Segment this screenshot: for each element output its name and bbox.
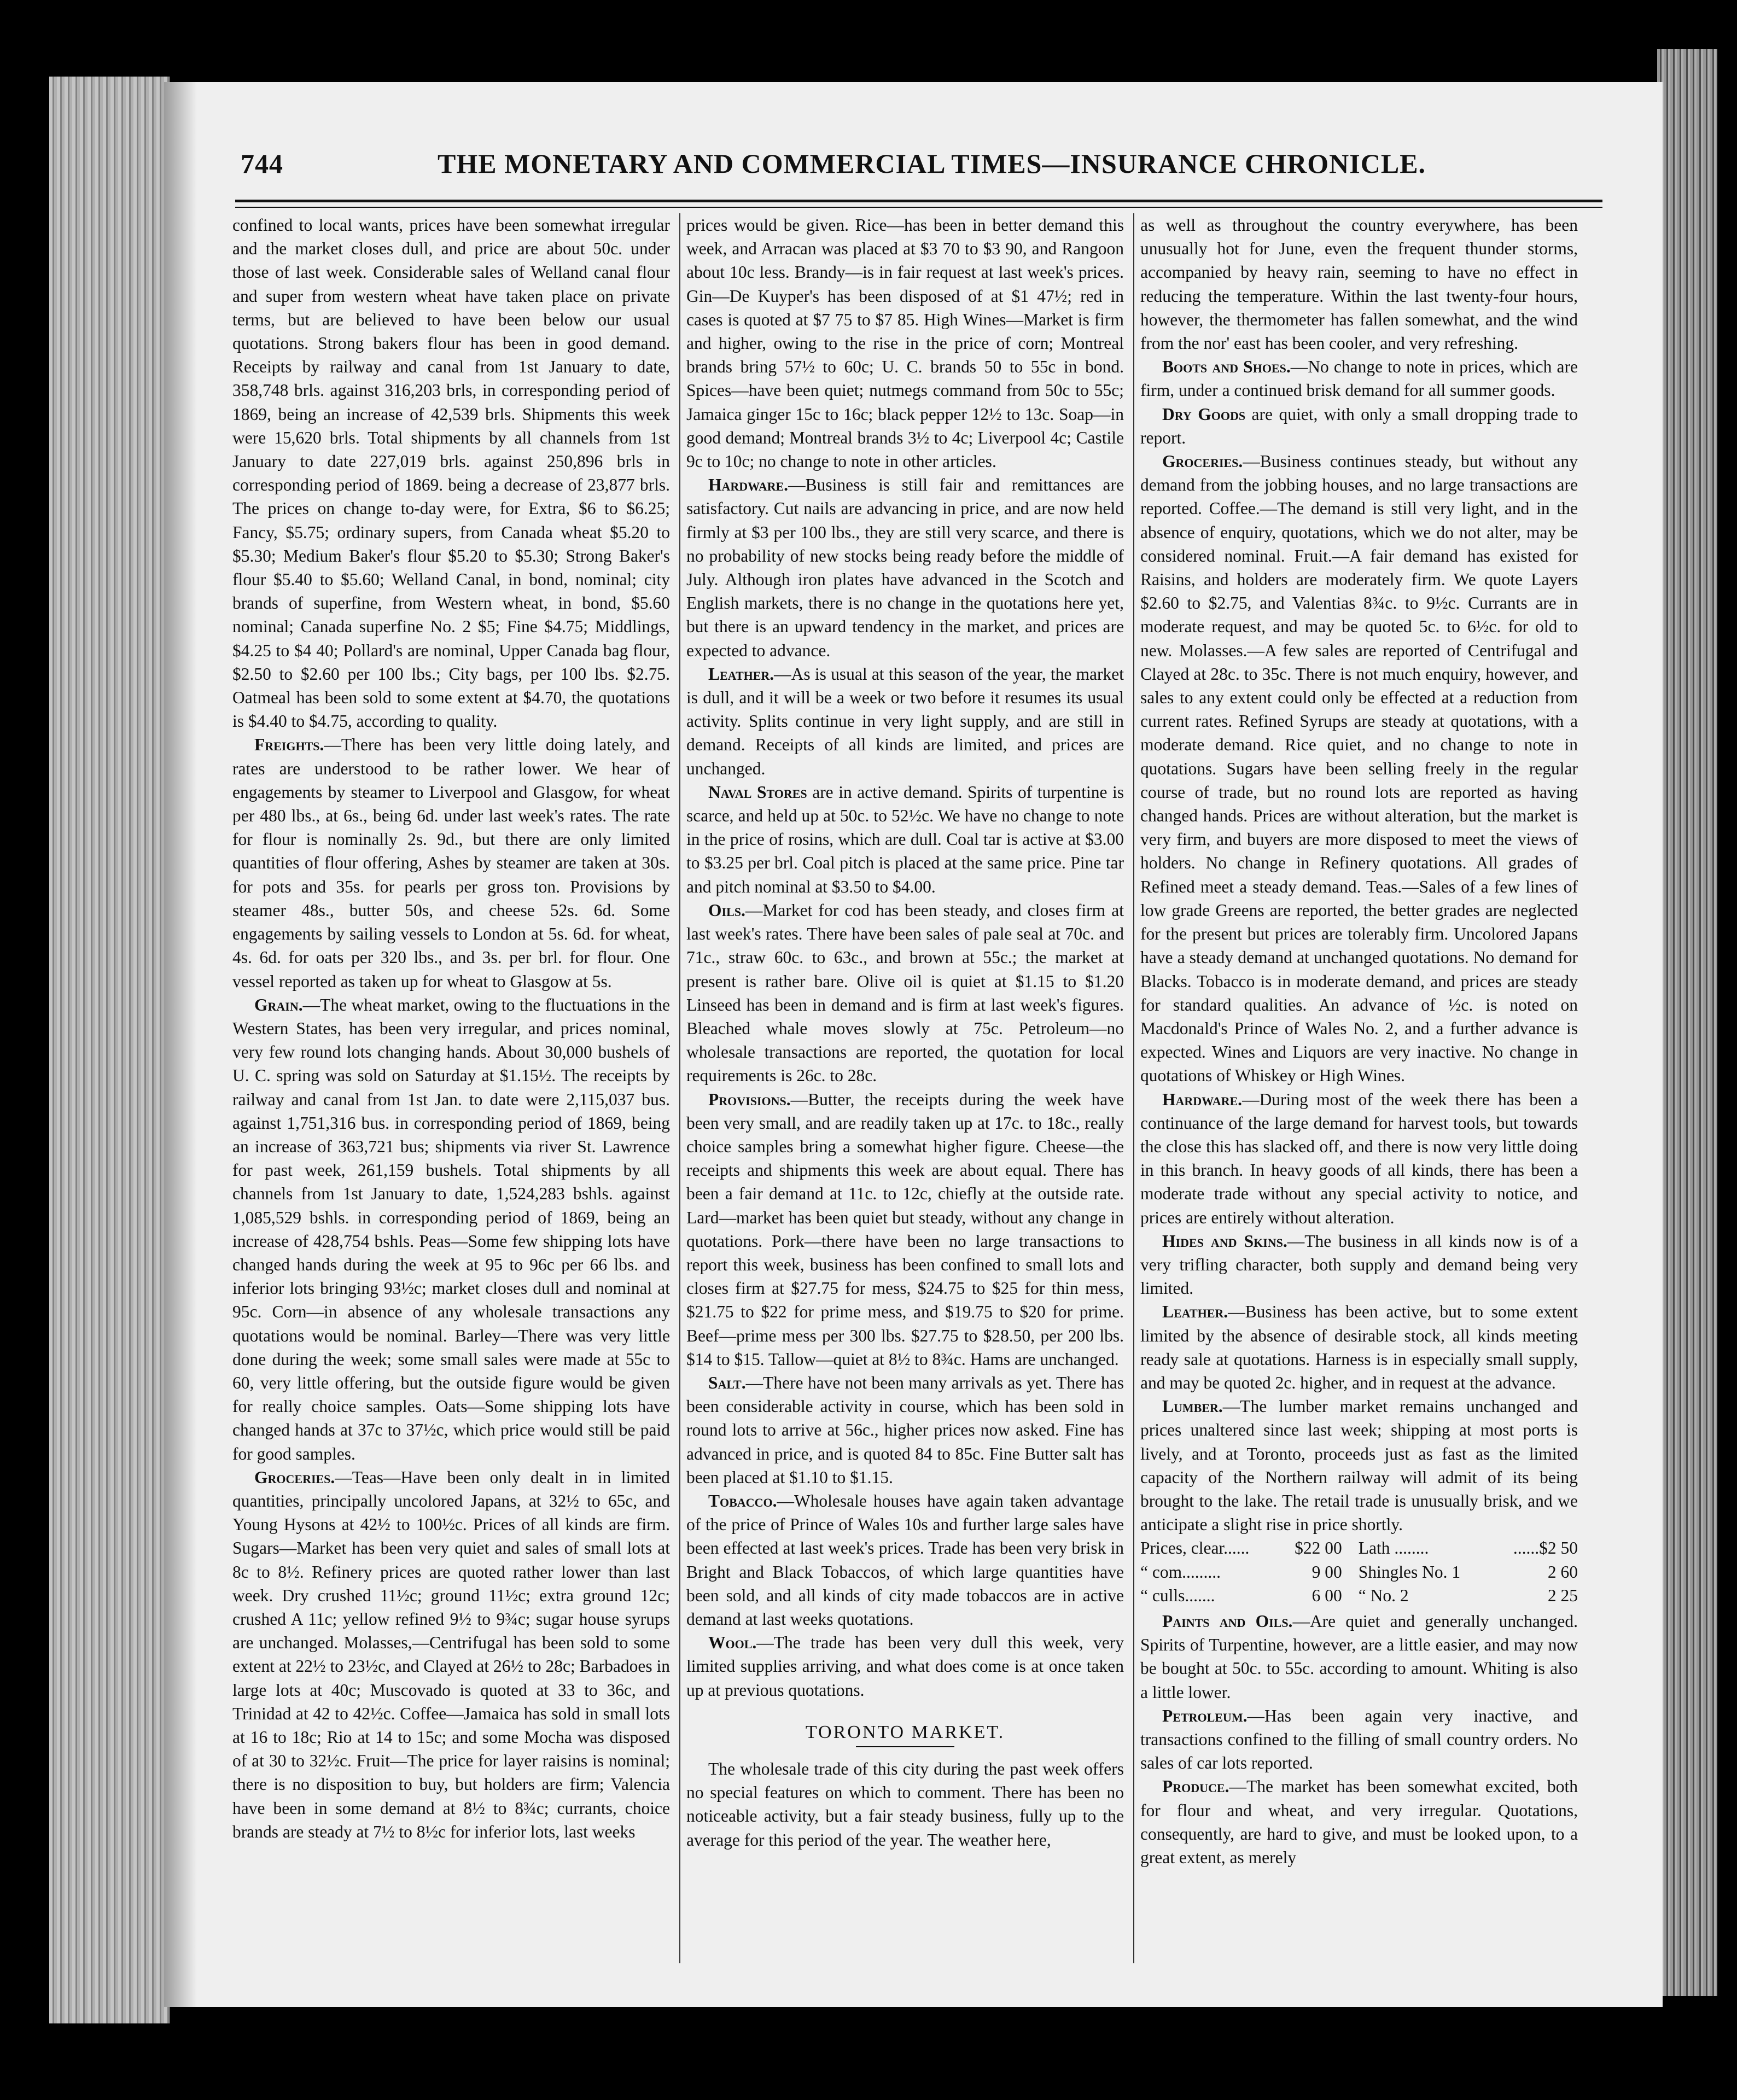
paragraph-heading: Groceries. [1162,452,1243,471]
paragraph [686,1088,1124,1371]
paragraph-heading: Dry Goods [1162,404,1246,424]
paragraph [686,473,1124,662]
paragraph-text: —Market for cod has been steady, and closes firm at last week's rates. There have been sales of pale seal at 70c. and 71c., straw 60c. to 63c., and brown at 55c.; the market at present is rather bare. Olive oil is quiet at $1.15 to $1.20 Linseed has been in demand and is firm at last week's figures. Bleached whale moves slowly at 75c. Petroleum—no wholesale transactions are reported, the quotation for local requirements is 26c. to 28c. [686,900,1124,1086]
paragraph [1140,213,1578,355]
paragraph-heading: Hardware. [1162,1089,1243,1109]
paragraph-heading: Tobacco. [708,1491,777,1510]
paragraph-text: prices would be given. Rice—has been in better demand this week, and Arracan was placed at $3 70 to $3 90, and Rangoon about 10c less. Brandy—is in fair request at last week's prices. Gin—De Kuyper's has been disposed of at $1 47½; red in cases is quoted at $7 75 to $7 85. High Wines—Market is firm and higher, owing to the rise in the price of corn; Montreal brands bring 57½ to 60c; U. C. brands 50 to 55c in bond. Spices—have been quiet; nutmegs command from 50c to 55c; Jamaica ginger 15c to 16c; black pepper 12½ to 13c. Soap—in good demand; Montreal brands 3½ to 4c; Liverpool 4c; Castile 9c to 10c; no change to note in other articles. [686,215,1124,471]
page-header [241,148,1586,191]
paragraph-text: —The trade has been very dull this week, very limited supplies arriving, and what does come is at once taken up at previous quotations. [686,1633,1124,1700]
paragraph-text: —The wheat market, owing to the fluctuations in the Western States, has been very irregular, and prices nominal, very few round lots changing hands. About 30,000 bushels of U. C. spring was sold on Saturday at $1.15½. The receipts by railway and canal from 1st Jan. to date were 2,115,037 bus. against 1,751,316 bus. in corresponding period of 1869, being an increase of 363,721 bus; shipments via river St. Lawrence for past week, 261,159 bushels. Total shipments by all channels from 1st January to date, 1,524,283 bshls. against 1,085,529 bshls. in corresponding period of 1869, being an increase of 428,754 bshls. Peas—Some few shipping lots have changed hands during the week at 95 to 96c per 66 lbs. and inferior lots bringing 93½c; market closes dull and nominal at 95c. Corn—in absence of any wholesale transactions any quotations would be nominal. Barley—There was very little done during the week; some small sales were made at 55c to 60, very little offering, but the outside figure would be given for really choice samples. Oats—Some shipping lots have changed hands at 37c to 37½c, which price would still be paid for good samples. [232,995,670,1463]
lumber-price-table [1140,1536,1578,1607]
paragraph-heading: Produce. [1162,1777,1229,1796]
section-heading: TORONTO MARKET. [805,1722,1005,1742]
paragraph [1140,355,1578,402]
paragraph-text: —As is usual at this season of the year, the market is dull, and it will be a week or two before it resumes its usual activity. Splits continue in very light supply, and are still in demand. Receipts of all kinds are limited, and prices are unchanged. [686,664,1124,778]
paragraph-text: —The market has been somewhat excited, both for flour and wheat, and very irregular. Quotations, consequently, are hard to give, and must be looked upon, to a great extent, as merely [1140,1777,1578,1868]
paragraph-heading: Hides and Skins. [1162,1231,1287,1251]
paragraph [232,1466,670,1844]
paragraph-text: —The business in all kinds now is of a very trifling character, both supply and demand being very limited. [1140,1231,1578,1298]
paragraph-heading: Grain. [254,995,303,1014]
paragraph-text: —There has been very little doing lately, and rates are understood to be rather lower. We hear of engagements by steamer to Liverpool and Glasgow, for wheat per 480 lbs., at 6s., being 6d. under last week's rates. The rate for flour is nominally 2s. 9d., but there are only limited quantities of flour offering, Ashes by steamer are taken at 30s. for pots and 35s. for pearls per gross ton. Provisions by steamer 48s., butter 50s, and cheese 52s. 6d. Some engagements by sailing vessels to London at 5s. 6d. for wheat, 4s. 6d. for oats per 320 lbs., and 3s. per brl. for flour. One vessel reported as taken up for wheat to Glasgow at 5s. [232,735,670,991]
paragraph-text: —Teas—Have been only dealt in in limited quantities, principally uncolored Japans, at 32½ to 65c, and Young Hysons at 42½ to 100½c. Prices of all kinds are firm. Sugars—Market has been very quiet and sales of small lots at 8c to 8½. Refinery prices are quoted rather lower than last week. Dry crushed 11½c; ground 11½c; extra ground 12c; crushed A 11c; yellow refined 9½ to 9¾c; sugar house syrups are unchanged. Molasses,—Centrifugal has been sold to some extent at 22½ to 23½c, and Clayed at 26½ to 28c; Barbadoes in large lots at 40c; Muscovado is quoted at 33 to 36c, and Trinidad at 42 to 42½c. Coffee—Jamaica has sold in small lots at 16 to 18c; Rio at 14 to 15c; and some Mocha was disposed of at 30 to 32½c. Fruit—The price for layer raisins is nominal; there is no disposition to buy, but holders are firm; Valencia have been in some demand at 8½ to 8¾c; currants, choice brands are steady at 7½ to 8½c for inferior lots, last weeks [232,1467,670,1841]
paragraph [1140,1704,1578,1775]
column-3 [1140,213,1578,1869]
paragraph [1140,402,1578,450]
table-cell: Shingles No. 1 [1358,1562,1461,1582]
table-cell: ......$2 50 [1513,1538,1578,1558]
table-row [1140,1560,1578,1584]
header-rule [235,200,1602,202]
paragraph-heading: Leather. [708,664,774,684]
paragraph-text: —Has been again very inactive, and transactions confined to the filling of small country orders. No sales of car lots reported. [1140,1706,1578,1773]
paragraph-heading: Lumber. [1162,1397,1223,1416]
page-title: THE MONETARY AND COMMERCIAL TIMES—INSURANCE CHRONICLE. [438,148,1426,179]
table-cell: “ com......... [1140,1562,1221,1582]
table-cell: 2 60 [1547,1562,1578,1582]
paragraph-text: —There have not been many arrivals as yet. There has been considerable activity in course, which has been sold in round lots to arrive at 56c., higher prices now asked. Fine has advanced in price, and is quoted 84 to 85c. Fine Butter salt has been placed at $1.10 to $1.15. [686,1373,1124,1487]
paragraph-heading: Freights. [254,735,324,755]
table-cell: “ culls....... [1140,1585,1215,1605]
paragraph [1140,1775,1578,1869]
paragraph [1140,1300,1578,1395]
column-divider [1133,213,1134,1963]
paragraph-heading: Oils. [708,900,745,920]
paragraph-heading: Wool. [708,1633,757,1653]
table-cell: 2 25 [1547,1585,1578,1605]
table-cell: $22 00 [1295,1538,1342,1558]
paragraph [1140,450,1578,1087]
paragraph-text: as well as throughout the country everywhere, has been unusually hot for June, even the frequent thunder storms, accompanied by heavy rain, seeming to have no effect in reducing the temperature. Within the last twenty-four hours, however, the thermometer has fallen somewhat, and the wind from the nor' east has been cooler, and very refreshing. [1140,215,1578,353]
column-2 [686,213,1124,1852]
paragraph-text: are quiet, with only a small dropping trade to report. [1140,404,1578,447]
paragraph-heading: Petroleum. [1162,1706,1248,1725]
column-divider [679,213,680,1963]
paragraph [686,213,1124,473]
heading-rule [856,1746,954,1747]
paragraph-text: confined to local wants, prices have been somewhat irregular and the market closes dull, and price are about 50c. under those of last week. Considerable sales of Welland canal flour and super from western wheat have taken place on private terms, but are believed to have been below our usual quotations. Strong bakers flour has been in good demand. Receipts by railway and canal from 1st January to date, 358,748 brls. against 316,203 brls, in corresponding period of 1869, being an increase of 42,539 brls. Shipments this week were 15,620 brls. Total shipments by all channels from 1st January to date 227,019 brls. against 250,896 brls in corresponding period of 1869. being a decrease of 23,877 brls. The prices on change to-day were, for Extra, $6 to $6.25; Fancy, $5.75; ordinary supers, from Canada wheat $5.20 to $5.30; Medium Baker's flour $5.20 to $5.30; Strong Baker's flour $5.40 to $5.60; Welland Canal, in bond, nominal; city brands of superfine, from Western wheat, in bond, $5.60 nominal; Canada superfine No. 2 $5; Fine $4.75; Middlings, $4.25 to $4 40; Pollard's are nominal, Upper Canada bag flour, $2.50 to $2.60 per 100 lbs.; City bags, per 100 lbs. $2.75. Oatmeal has been sold to some extent at $4.70, the quotations is $4.40 to $4.75, according to quality. [232,215,670,731]
paragraph [686,1489,1124,1631]
paragraph [232,733,670,993]
paragraph-text: —During most of the week there has been a continuance of the large demand for harvest tools, but towards the close this has slacked off, and there is now very little doing in this branch. In heavy goods of all kinds, there has been a moderate trade without any special activity to notice, and prices are entirely without alteration. [1140,1089,1578,1227]
paragraph-heading: Provisions. [708,1089,791,1109]
paragraph-text: —The lumber market remains unchanged and prices unaltered since last week; shipping at most ports is lively, and at Toronto, proceeds just as fast as the limited capacity of the Northern railway will admit of its being brought to the lake. The retail trade is unusually brisk, and we anticipate a slight rise in price shortly. [1140,1397,1578,1535]
paragraph-text: —Business has been active, but to some extent limited by the absence of desirable stock, all kinds meeting ready sale at quotations. Harness is in especially small supply, and may be quoted 2c. higher, and in request at the advance. [1140,1302,1578,1392]
page-number: 744 [241,148,283,179]
paragraph [686,899,1124,1088]
paragraph-text: —No change to note in prices, which are firm, under a continued brisk demand for all summer goods. [1140,357,1578,400]
table-cell: Lath ........ [1358,1538,1429,1558]
table-cell: “ No. 2 [1358,1585,1409,1605]
paragraph-heading: Naval Stores [708,782,807,802]
table-row [1140,1536,1578,1560]
paragraph-text: —Wholesale houses have again taken advantage of the price of Prince of Wales 10s and further large sales have been effected at last week's prices. Trade has been very brisk in Bright and Black Tobaccos, of which large quantities have been sold, and all kinds of city made tobaccos are in active demand at last weeks quotations. [686,1491,1124,1629]
paragraph-heading: Boots and Shoes. [1162,357,1291,377]
paragraph-heading: Paints and Oils. [1162,1611,1293,1631]
header-rule [235,207,1602,208]
column-1 [232,213,670,1844]
paragraph-text: —Are quiet and generally unchanged. Spirits of Turpentine, however, are a little easier, and may now be bought at 50c. to 55c. according to amount. Whiting is also a little lower. [1140,1611,1578,1702]
paragraph [232,993,670,1466]
paragraph-heading: Leather. [1162,1302,1228,1322]
paragraph [686,1371,1124,1489]
paragraph-heading: Groceries. [254,1467,335,1487]
paragraph [686,1631,1124,1702]
paragraph [1140,1395,1578,1536]
paragraph: The wholesale trade of this city during the past week offers no special features on which to comment. There has been no noticeable activity, but a fair steady business, fully up to the average for this period of the year. The weather here, [686,1759,1124,1850]
paragraph-text: —Business is still fair and remittances are satisfactory. Cut nails are advancing in price, and are now held firmly at $3 per 100 lbs., they are still very scarce, and there is no probability of new stocks being ready before the middle of July. Although iron plates have advanced in the Scotch and English markets, there is no change in the quotations here yet, but there is an upward tendency in the market, and prices are expected to advance. [686,475,1124,660]
paragraph-heading: Salt. [708,1373,746,1392]
table-cell: 9 00 [1312,1562,1342,1582]
paragraph-text: —Butter, the receipts during the week have been very small, and are readily taken up at 17c. to 18c., really choice samples bring a somewhat higher figure. Cheese—the receipts and shipments this week are about equal. There has been a fair demand at 11c. to 12c, chiefly at the outside rate. Lard—market has been quiet but steady, without any change in quotations. Pork—there have been no large transactions to report this week, business has been confined to small lots and closes firm at $27.75 for mess, $24.75 to $25 for thin mess, $21.75 to $22 for prime mess, and $19.75 to $20 for prime. Beef—prime mess per 300 lbs. $27.75 to $28.50, per 200 lbs. $14 to $15. Tallow—quiet at 8½ to 8¾c. Hams are unchanged. [686,1089,1124,1369]
page-stack-left [49,77,170,2023]
paragraph [686,780,1124,899]
table-row [1140,1584,1578,1607]
paragraph [1140,1229,1578,1300]
paragraph [1140,1088,1578,1229]
paragraph-text: are in active demand. Spirits of turpentine is scarce, and held up at 50c. to 52½c. We have no change to note in the price of rosins, which are dull. Coal tar is active at $3.00 to $3.25 per brl. Coal pitch is placed at the same price. Pine tar and pitch nominal at $3.50 to $4.00. [686,782,1124,896]
newspaper-page [164,82,1663,2007]
paragraph [1140,1609,1578,1704]
page-stack-right [1657,49,1717,1996]
table-cell: Prices, clear...... [1140,1538,1250,1558]
paragraph [686,662,1124,780]
binding-shadow [164,82,197,2007]
paragraph-heading: Hardware. [708,475,789,495]
table-cell: 6 00 [1312,1585,1342,1605]
paragraph [232,213,670,733]
paragraph-text: —Business continues steady, but without any demand from the jobbing houses, and no large transactions are reported. Coffee.—The demand is still very light, and in the absence of enquiry, quotations, which we do not alter, may be considered nominal. Fruit.—A fair demand has existed for Raisins, and holders are moderately firm. We quote Layers $2.60 to $2.75, and Valentias 8¾c. to 9½c. Currants are in moderate request, and may be quoted 5c. to 6½c. for old to new. Molasses.—A few sales are reported of Centrifugal and Clayed at 28c. to 35c. There is not much enquiry, however, and sales to any extent could only be effected at a reduction from current rates. Refined Syrups are steady at quotations, with a moderate demand. Rice quiet, and no change to note in quotations. Sugars have been selling freely in the regular course of trade, but no round lots are reported as having changed hands. Prices are without alteration, but the market is very firm, and buyers are more disposed to meet the views of holders. No change in Refinery quotations. All grades of Refined meet a steady demand. Teas.—Sales of a few lines of low grade Greens are reported, the better grades are neglected for the present but prices are tolerably firm. Uncolored Japans have a steady demand at unchanged quotations. No demand for Blacks. Tobacco is in moderate demand, and prices are steady for standard qualities. An advance of ½c. is noted on Macdonald's Prince of Wales No. 2, and a further advance is expected. Wines and Liquors are very inactive. No change in quotations of Whiskey or High Wines. [1140,452,1578,1086]
